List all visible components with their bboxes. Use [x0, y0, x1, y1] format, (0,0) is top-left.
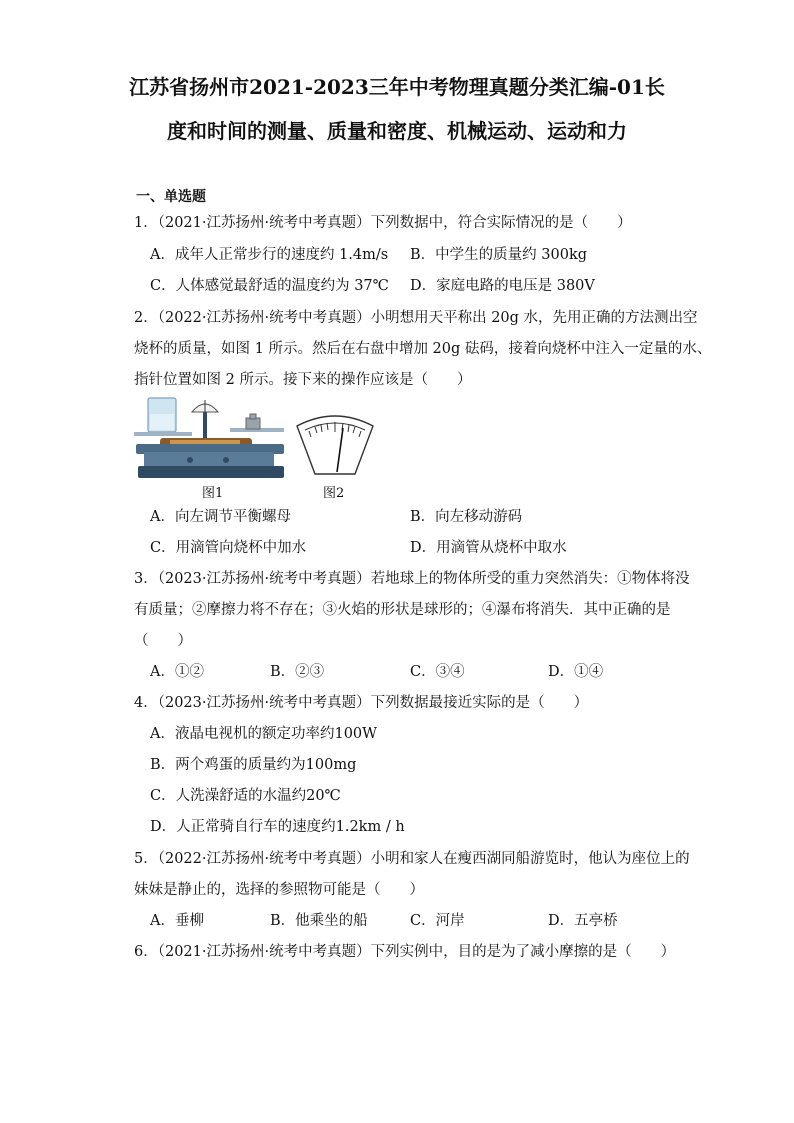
question-6-stem: 6．（2021·江苏扬州·统考中考真题）下列实例中，目的是为了减小摩擦的是（ ）: [134, 944, 676, 960]
question-2-stem-line-1: 2．（2022·江苏扬州·统考中考真题）小明想用天平称出 20g 水，先用正确的方法测出空: [134, 310, 698, 326]
title-line-2: 度和时间的测量、质量和密度、机械运动、运动和力: [167, 119, 627, 143]
balance-figure: [130, 392, 286, 482]
title-line-1: 江苏省扬州市2021-2023三年中考物理真题分类汇编-01长: [129, 75, 665, 99]
question-1-option-b: B．中学生的质量约 300kg: [410, 247, 588, 263]
question-2-option-c: C．用滴管向烧杯中加水: [150, 540, 307, 556]
question-3-stem-line-2: 有质量；②摩擦力将不存在；③火焰的形状是球形的；④瀑布将消失．其中正确的是: [134, 602, 671, 618]
question-5-option-a: A．垂柳: [150, 913, 204, 929]
question-3-stem-line-3: （ ）: [134, 633, 192, 649]
question-1-stem: 1．（2021·江苏扬州·统考中考真题）下列数据中，符合实际情况的是（ ）: [134, 215, 632, 231]
question-2-option-b: B．向左移动游码: [410, 509, 523, 525]
question-2-option-a: A．向左调节平衡螺母: [150, 509, 291, 525]
figure-1-label: 图1: [202, 486, 224, 501]
section-heading: 一、单选题: [136, 189, 206, 205]
question-3-option-a: A．①②: [150, 664, 204, 680]
question-1-option-c: C．人体感觉最舒适的温度约为 37℃: [150, 278, 389, 294]
question-3-option-c: C．③④: [410, 664, 465, 680]
question-3-stem-line-1: 3．（2023·江苏扬州·统考中考真题）若地球上的物体所受的重力突然消失：①物体将没: [134, 571, 690, 587]
pointer-dial-figure: [293, 412, 377, 480]
question-4-option-c: C．人洗澡舒适的水温约20℃: [150, 788, 341, 804]
question-2-option-d: D．用滴管从烧杯中取水: [410, 540, 567, 556]
question-1-option-a: A．成年人正常步行的速度约 1.4m/s: [150, 247, 389, 263]
question-4-option-d: D．人正常骑自行车的速度约1.2km / h: [150, 819, 405, 835]
question-5-option-c: C．河岸: [410, 913, 465, 929]
question-4-option-a: A．液晶电视机的额定功率约100W: [150, 726, 378, 742]
figure-2-label: 图2: [323, 486, 345, 501]
question-3-option-d: D．①④: [548, 664, 604, 680]
question-5-option-d: D．五亭桥: [548, 913, 618, 929]
question-2-stem-line-2: 烧杯的质量，如图 1 所示。然后在右盘中增加 20g 砝码，接着向烧杯中注入一定量的水、: [134, 341, 712, 357]
question-2-stem-line-3: 指针位置如图 2 所示。接下来的操作应该是（ ）: [134, 372, 472, 388]
question-4-option-b: B．两个鸡蛋的质量约为100mg: [150, 757, 357, 773]
question-4-stem: 4．（2023·江苏扬州·统考中考真题）下列数据最接近实际的是（ ）: [134, 695, 589, 711]
question-5-option-b: B．他乘坐的船: [270, 913, 368, 929]
question-5-stem-line-1: 5．（2022·江苏扬州·统考中考真题）小明和家人在瘦西湖同船游览时，他认为座位上的: [134, 851, 690, 867]
question-1-option-d: D．家庭电路的电压是 380V: [410, 278, 595, 294]
question-5-stem-line-2: 妹妹是静止的，选择的参照物可能是（ ）: [134, 882, 424, 898]
question-3-option-b: B．②③: [270, 664, 325, 680]
